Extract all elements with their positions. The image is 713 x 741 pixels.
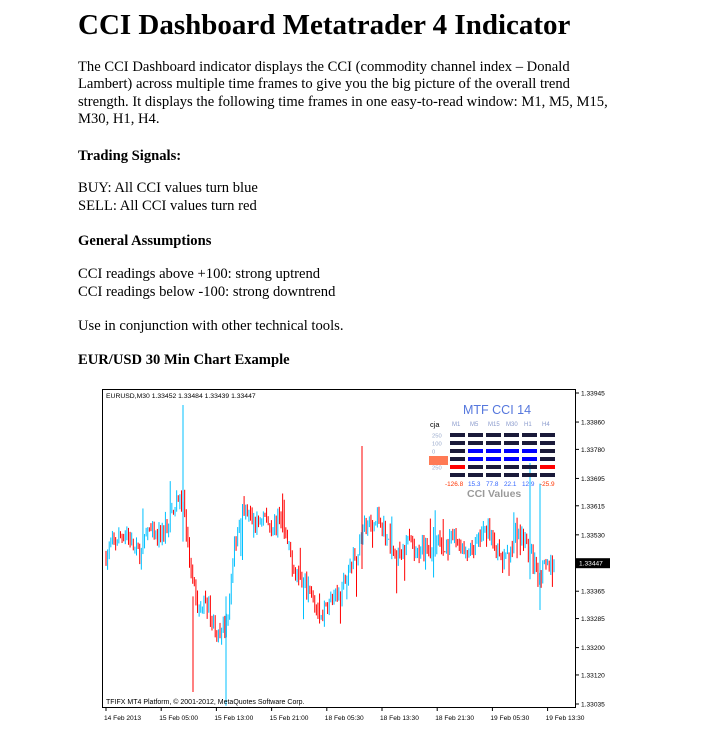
y-tick-label: 1.33285 — [581, 616, 605, 624]
timeframe-label: M30 — [506, 422, 518, 428]
cci-cell — [486, 433, 501, 437]
platform-footer: TFIFX MT4 Platform, © 2001-2012, MetaQuotes Software Corp. — [106, 699, 305, 706]
level-label: 250 — [432, 433, 442, 440]
level-label: 0 — [432, 449, 436, 456]
y-tick-label: 1.33860 — [581, 419, 605, 427]
y-tick-label: 1.33780 — [581, 446, 605, 454]
cci-cell — [486, 449, 501, 453]
level-label: 250 — [432, 465, 442, 472]
timeframe-label: M1 — [452, 422, 461, 428]
dashboard-caption: CCI Values — [467, 488, 522, 500]
cci-cell — [522, 465, 537, 469]
cci-cell — [468, 433, 483, 437]
x-tick-label: 15 Feb 21:00 — [269, 715, 309, 722]
cci-cell — [504, 457, 519, 461]
dashboard-title: MTF CCI 14 — [463, 403, 532, 417]
symbol-info: EURUSD,M30 1.33452 1.33484 1.33439 1.33447 — [106, 393, 256, 400]
current-price-label: 1.33447 — [579, 560, 603, 568]
cci-cell — [504, 449, 519, 453]
cci-value: 12.9 — [522, 481, 535, 488]
cci-cell — [468, 457, 483, 461]
cci-zero-marker — [429, 456, 448, 465]
cci-cell — [504, 433, 519, 437]
buy-signal: BUY: All CCI values turn blue — [78, 180, 258, 196]
assumptions-heading: General Assumptions — [78, 233, 212, 249]
x-tick-label: 14 Feb 2013 — [104, 715, 142, 722]
x-tick-label: 18 Feb 05:30 — [324, 715, 364, 722]
cci-cell — [522, 449, 537, 453]
x-tick-label: 19 Feb 13:30 — [545, 715, 585, 722]
level-label: 100 — [432, 441, 442, 448]
cci-cell — [504, 465, 519, 469]
cci-cell — [450, 449, 465, 453]
cci-cell — [486, 457, 501, 461]
y-tick-label: 1.33945 — [581, 390, 605, 398]
signals-heading: Trading Signals: — [78, 148, 182, 164]
example-heading: EUR/USD 30 Min Chart Example — [78, 352, 290, 368]
cci-value: -25.9 — [540, 481, 555, 488]
y-tick-label: 1.33530 — [581, 532, 605, 540]
timeframe-label: M5 — [470, 422, 479, 428]
y-tick-label: 1.33365 — [581, 588, 605, 596]
downtrend-assumption: CCI readings below -100: strong downtrend — [78, 284, 336, 300]
cci-cell — [468, 449, 483, 453]
x-tick-label: 18 Feb 21:30 — [435, 715, 475, 722]
cci-cell — [468, 441, 483, 445]
y-tick-label: 1.33120 — [581, 672, 605, 680]
cci-cell — [540, 473, 555, 477]
cci-value: 22.1 — [504, 481, 517, 488]
cci-cell — [450, 457, 465, 461]
sell-signal: SELL: All CCI values turn red — [78, 198, 257, 214]
cci-cell — [504, 473, 519, 477]
timeframe-label: H4 — [542, 422, 550, 428]
x-tick-label: 15 Feb 05:00 — [159, 715, 199, 722]
cci-cell — [450, 465, 465, 469]
x-tick-label: 15 Feb 13:00 — [214, 715, 254, 722]
cci-cell — [540, 457, 555, 461]
page-title: CCI Dashboard Metatrader 4 Indicator — [78, 9, 571, 41]
intro-paragraph: The CCI Dashboard indicator displays the CCI (commodity channel index – Donald Lambert) across multiple time frames to give you the big picture of the overall trend strength. It displays the following time frames in one easy-to-read window: M1, M5, M15, M30, H1, H4. — [78, 59, 608, 128]
cci-cell — [522, 433, 537, 437]
dashboard-label: cja — [430, 420, 440, 429]
cci-cell — [450, 441, 465, 445]
cci-cell — [486, 441, 501, 445]
cci-cell — [504, 441, 519, 445]
cci-cell — [486, 465, 501, 469]
cci-value: 15.3 — [468, 481, 481, 488]
cci-value: 77.8 — [486, 481, 499, 488]
price-chart — [102, 383, 610, 728]
cci-cell — [486, 473, 501, 477]
cci-cell — [522, 441, 537, 445]
cci-cell — [450, 433, 465, 437]
cci-value: -126.8 — [445, 481, 464, 488]
y-tick-label: 1.33695 — [581, 475, 605, 483]
cci-cell — [540, 441, 555, 445]
cci-cell — [450, 473, 465, 477]
uptrend-assumption: CCI readings above +100: strong uptrend — [78, 266, 321, 282]
timeframe-label: M15 — [488, 422, 500, 428]
timeframe-label: H1 — [524, 422, 532, 428]
cci-cell — [468, 465, 483, 469]
y-tick-label: 1.33615 — [581, 503, 605, 511]
cci-cell — [540, 465, 555, 469]
cci-cell — [522, 457, 537, 461]
y-tick-label: 1.33035 — [581, 701, 605, 709]
cci-cell — [468, 473, 483, 477]
usage-note: Use in conjunction with other technical tools. — [78, 318, 344, 334]
cci-cell — [522, 473, 537, 477]
x-tick-label: 19 Feb 05:30 — [490, 715, 530, 722]
cci-cell — [540, 433, 555, 437]
cci-cell — [540, 449, 555, 453]
x-tick-label: 18 Feb 13:30 — [380, 715, 419, 722]
y-tick-label: 1.33200 — [581, 645, 605, 653]
